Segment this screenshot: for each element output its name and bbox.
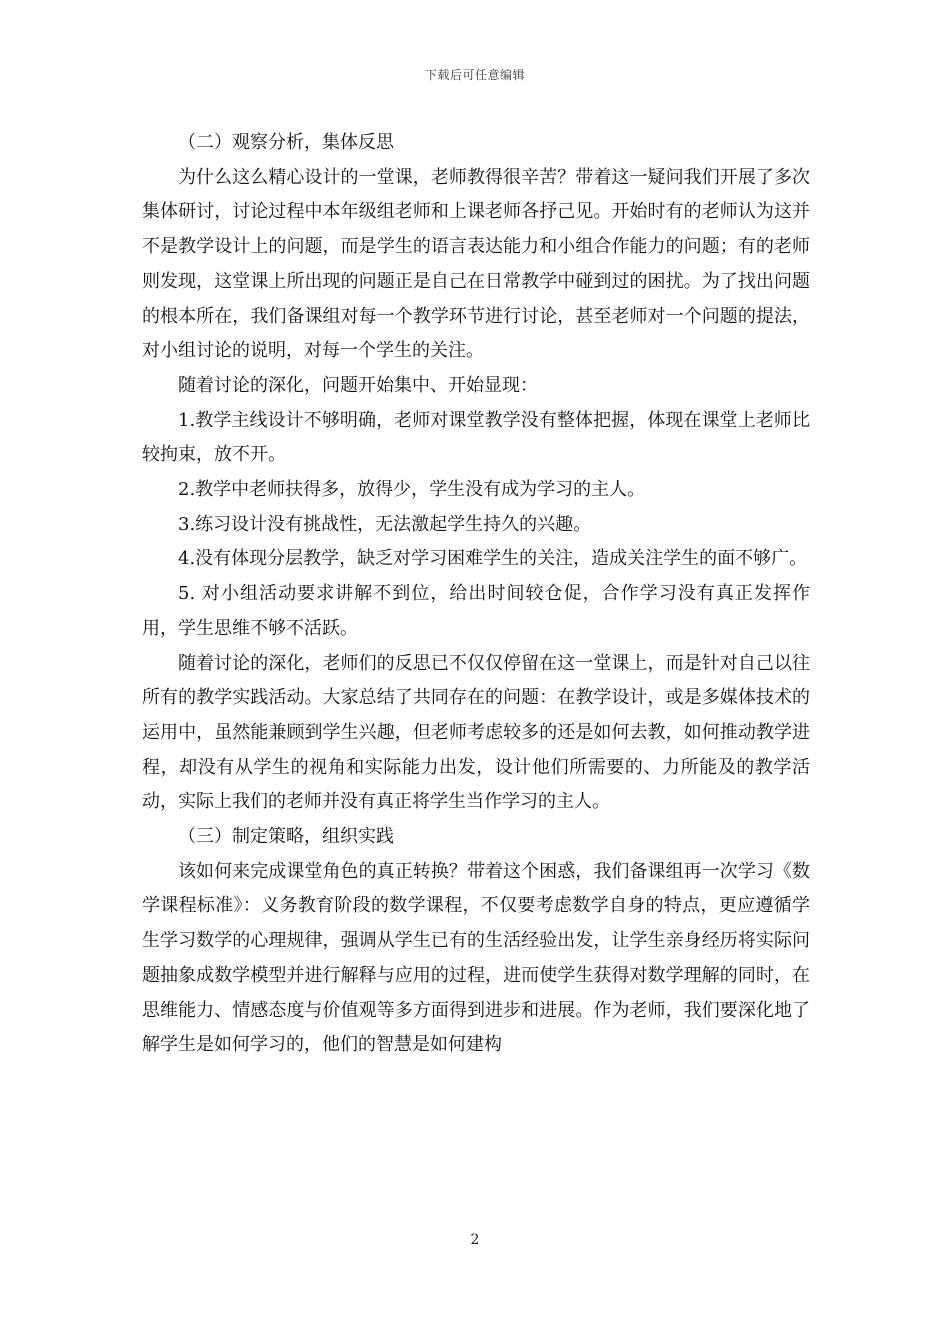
document-body bbox=[142, 126, 810, 1063]
list-item: 3.练习设计没有挑战性，无法激起学生持久的兴趣。 bbox=[178, 513, 592, 535]
list-item: 5. 对小组活动要求讲解不到位，给出时间较仓促，合作学习没有真正发挥作用，学生思维不够不活跃。 bbox=[142, 583, 810, 639]
paragraph: 随着讨论的深化，问题开始集中、开始显现： bbox=[178, 374, 538, 396]
list-item: 2.教学中老师扶得多，放得少，学生没有成为学习的主人。 bbox=[178, 479, 646, 501]
paragraph: 随着讨论的深化，老师们的反思已不仅仅停留在这一堂课上，而是针对自己以往所有的教学实践活动。大家总结了共同存在的问题：在教学设计，或是多媒体技术的运用中，虽然能兼顾到学生兴趣，但老师考虑较多的还是如何去教，如何推动教学进程，却没有从学生的视角和实际能力出发，设计他们所需要的、力所能及的教学活动，实际上我们的老师并没有真正将学生当作学习的主人。 bbox=[142, 652, 810, 813]
section-heading-3: （三）制定策略，组织实践 bbox=[178, 826, 394, 848]
paragraph: 该如何来完成课堂角色的真正转换？带着这个困惑，我们备课组再一次学习《数学课程标准》：义务教育阶段的数学课程，不仅要考虑数学自身的特点，更应遵循学生学习数学的心理规律，强调从学生已有的生活经验出发，让学生亲身经历将实际问题抽象成数学模型并进行解释与应用的过程，进而使学生获得对数学理解的同时，在思维能力、情感态度与价值观等多方面得到进步和进展。作为老师，我们要深化地了解学生是如何学习的，他们的智慧是如何建构 bbox=[142, 860, 810, 1056]
paragraph: 为什么这么精心设计的一堂课，老师教得很辛苦？带着这一疑问我们开展了多次集体研讨，讨论过程中本年级组老师和上课老师各抒己见。开始时有的老师认为这并不是教学设计上的问题，而是学生的语言表达能力和小组合作能力的问题；有的老师则发现，这堂课上所出现的问题正是自己在日常教学中碰到过的困扰。为了找出问题的根本所在，我们备课组对每一个教学环节进行讨论，甚至老师对一个问题的提法，对小组讨论的说明，对每一个学生的关注。 bbox=[142, 166, 810, 362]
list-item: 1.教学主线设计不够明确，老师对课堂教学没有整体把握，体现在课堂上老师比较拘束，放不开。 bbox=[142, 409, 810, 466]
section-heading-2: （二）观察分析，集体反思 bbox=[178, 132, 394, 153]
page-header: 下载后可任意编辑 bbox=[424, 68, 525, 82]
page-number: 2 bbox=[470, 1232, 480, 1248]
list-item: 4.没有体现分层教学，缺乏对学习困难学生的关注，造成关注学生的面不够广。 bbox=[178, 548, 808, 570]
